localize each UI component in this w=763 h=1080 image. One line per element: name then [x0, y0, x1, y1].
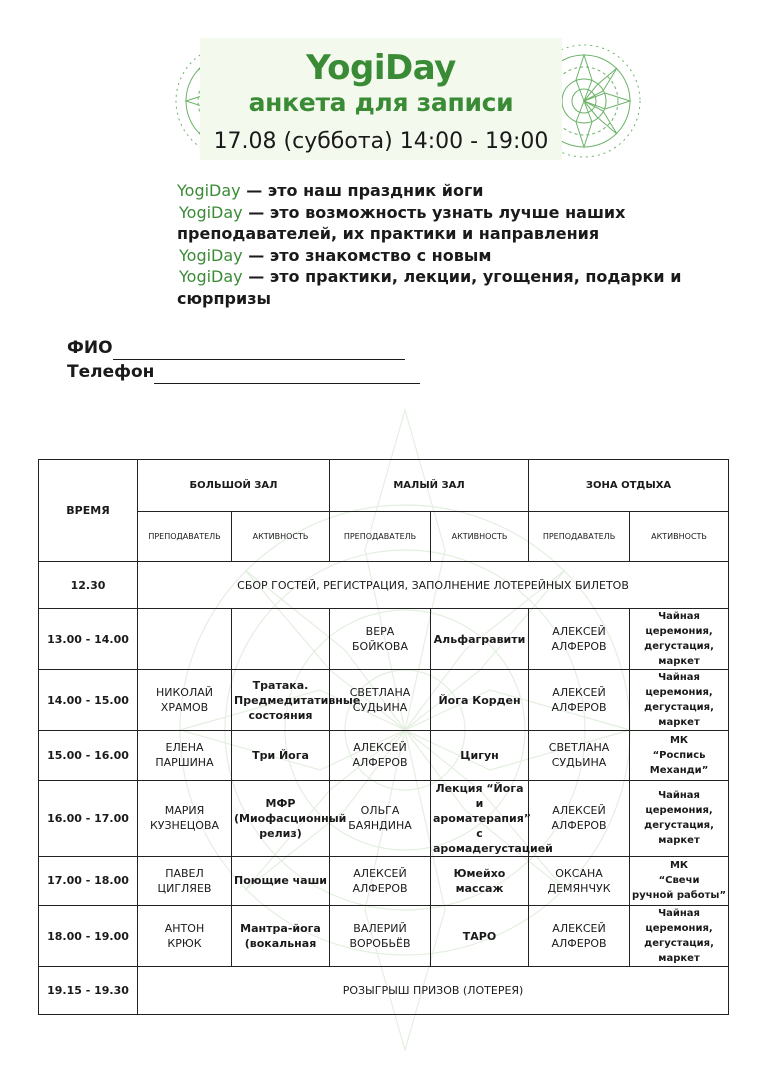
intro-line: YogiDay — это наш праздник йоги	[177, 181, 484, 200]
activity-header: АКТИВНОСТЬ	[232, 512, 330, 562]
time-cell: 12.30	[39, 562, 138, 609]
intro-line: преподавателей, их практики и направления	[177, 224, 600, 244]
form-subtitle: анкета для записи	[248, 88, 514, 117]
name-field[interactable]	[67, 336, 420, 360]
teacher-cell: ВЕРА БОЙКОВА	[330, 609, 431, 670]
teacher-cell: АЛЕКСЕЙ АЛФЕРОВ	[529, 780, 630, 856]
schedule-table	[38, 459, 729, 1015]
teacher-header: ПРЕПОДАВАТЕЛЬ	[330, 512, 431, 562]
time-cell: 19.15 - 19.30	[39, 967, 138, 1015]
teacher-cell: СВЕТЛАНА СУДЬИНА	[529, 731, 630, 781]
teacher-cell: СВЕТЛАНА СУДЬИНА	[330, 670, 431, 731]
intro-line: YogiDay — это возможность узнать лучше наших	[179, 202, 626, 222]
activity-cell: МК “Роспись Механди”	[630, 731, 729, 781]
time-cell: 16.00 - 17.00	[39, 780, 138, 856]
time-header: ВРЕМЯ	[39, 460, 138, 562]
zone-header: МАЛЫЙ ЗАЛ	[330, 460, 529, 512]
time-cell: 13.00 - 14.00	[39, 609, 138, 670]
teacher-cell: ОКСАНА ДЕМЯНЧУК	[529, 856, 630, 906]
teacher-cell	[138, 609, 232, 670]
schedule-row	[39, 670, 729, 731]
activity-cell: Мантра-йога (вокальная	[232, 906, 330, 967]
time-cell: 18.00 - 19.00	[39, 906, 138, 967]
time-cell: 14.00 - 15.00	[39, 670, 138, 731]
teacher-header: ПРЕПОДАВАТЕЛЬ	[138, 512, 232, 562]
activity-cell: Чайная церемония, дегустация, маркет	[630, 609, 729, 670]
activity-cell	[232, 609, 330, 670]
mandala-ornament-right	[548, 40, 644, 162]
intro-line: сюрпризы	[177, 288, 271, 308]
activity-header: АКТИВНОСТЬ	[431, 512, 529, 562]
teacher-header: ПРЕПОДАВАТЕЛЬ	[529, 512, 630, 562]
teacher-cell: АЛЕКСЕЙ АЛФЕРОВ	[330, 856, 431, 906]
schedule-row	[39, 856, 729, 906]
activity-cell: МФР (Миофасционный релиз)	[232, 780, 330, 856]
name-input-line[interactable]	[113, 341, 405, 360]
event-date: 17.08 (суббота) 14:00 - 19:00	[213, 129, 549, 154]
activity-cell: Альфагравити	[431, 609, 529, 670]
zone-header: БОЛЬШОЙ ЗАЛ	[138, 460, 330, 512]
teacher-cell: АЛЕКСЕЙ АЛФЕРОВ	[529, 906, 630, 967]
activity-cell: Поющие чаши	[232, 856, 330, 906]
activity-cell: Цигун	[431, 731, 529, 781]
teacher-cell: ВАЛЕРИЙ ВОРОБЬЁВ	[330, 906, 431, 967]
teacher-cell: ОЛЬГА БАЯНДИНА	[330, 780, 431, 856]
brand-title: YogiDay	[306, 48, 456, 88]
teacher-cell: НИКОЛАЙ ХРАМОВ	[138, 670, 232, 731]
name-label: ФИО	[67, 338, 113, 358]
phone-field[interactable]	[67, 360, 420, 384]
intro-line: YogiDay — это практики, лекции, угощения, подарки и	[179, 267, 682, 287]
schedule-row	[39, 906, 729, 967]
schedule-row	[39, 609, 729, 670]
phone-input-line[interactable]	[154, 365, 420, 384]
teacher-cell: ПАВЕЛ ЦИГЛЯЕВ	[138, 856, 232, 906]
activity-cell: Чайная церемония, дегустация, маркет	[630, 670, 729, 731]
teacher-cell: АНТОН КРЮК	[138, 906, 232, 967]
teacher-cell: АЛЕКСЕЙ АЛФЕРОВ	[529, 670, 630, 731]
activity-cell: Йога Корден	[431, 670, 529, 731]
teacher-cell: МАРИЯ КУЗНЕЦОВА	[138, 780, 232, 856]
activity-cell: Тратака. Предмедитативные состояния	[232, 670, 330, 731]
schedule-row	[39, 780, 729, 856]
activity-cell: Чайная церемония, дегустация, маркет	[630, 780, 729, 856]
activity-cell: Лекция “Йога и ароматерапия” с аромадегустацией	[431, 780, 529, 856]
activity-cell: Чайная церемония, дегустация, маркет	[630, 906, 729, 967]
contact-form	[67, 336, 420, 384]
header-banner	[200, 38, 562, 160]
closing-event: РОЗЫГРЫШ ПРИЗОВ (ЛОТЕРЕЯ)	[138, 967, 729, 1015]
teacher-cell: ЕЛЕНА ПАРШИНА	[138, 731, 232, 781]
teacher-cell: АЛЕКСЕЙ АЛФЕРОВ	[330, 731, 431, 781]
teacher-cell: АЛЕКСЕЙ АЛФЕРОВ	[529, 609, 630, 670]
time-cell: 15.00 - 16.00	[39, 731, 138, 781]
activity-cell: ТАРО	[431, 906, 529, 967]
phone-label: Телефон	[67, 362, 155, 382]
activity-cell: Юмейхо массаж	[431, 856, 529, 906]
activity-cell: МК “Свечи ручной работы”	[630, 856, 729, 906]
intro-line: YogiDay — это знакомство с новым	[179, 245, 492, 265]
activity-header: АКТИВНОСТЬ	[630, 512, 729, 562]
activity-cell: Три Йога	[232, 731, 330, 781]
time-cell: 17.00 - 18.00	[39, 856, 138, 906]
opening-event: СБОР ГОСТЕЙ, РЕГИСТРАЦИЯ, ЗАПОЛНЕНИЕ ЛОТЕРЕЙНЫХ БИЛЕТОВ	[138, 562, 729, 609]
schedule-row	[39, 731, 729, 781]
zone-header: ЗОНА ОТДЫХА	[529, 460, 729, 512]
intro-text	[177, 180, 682, 310]
